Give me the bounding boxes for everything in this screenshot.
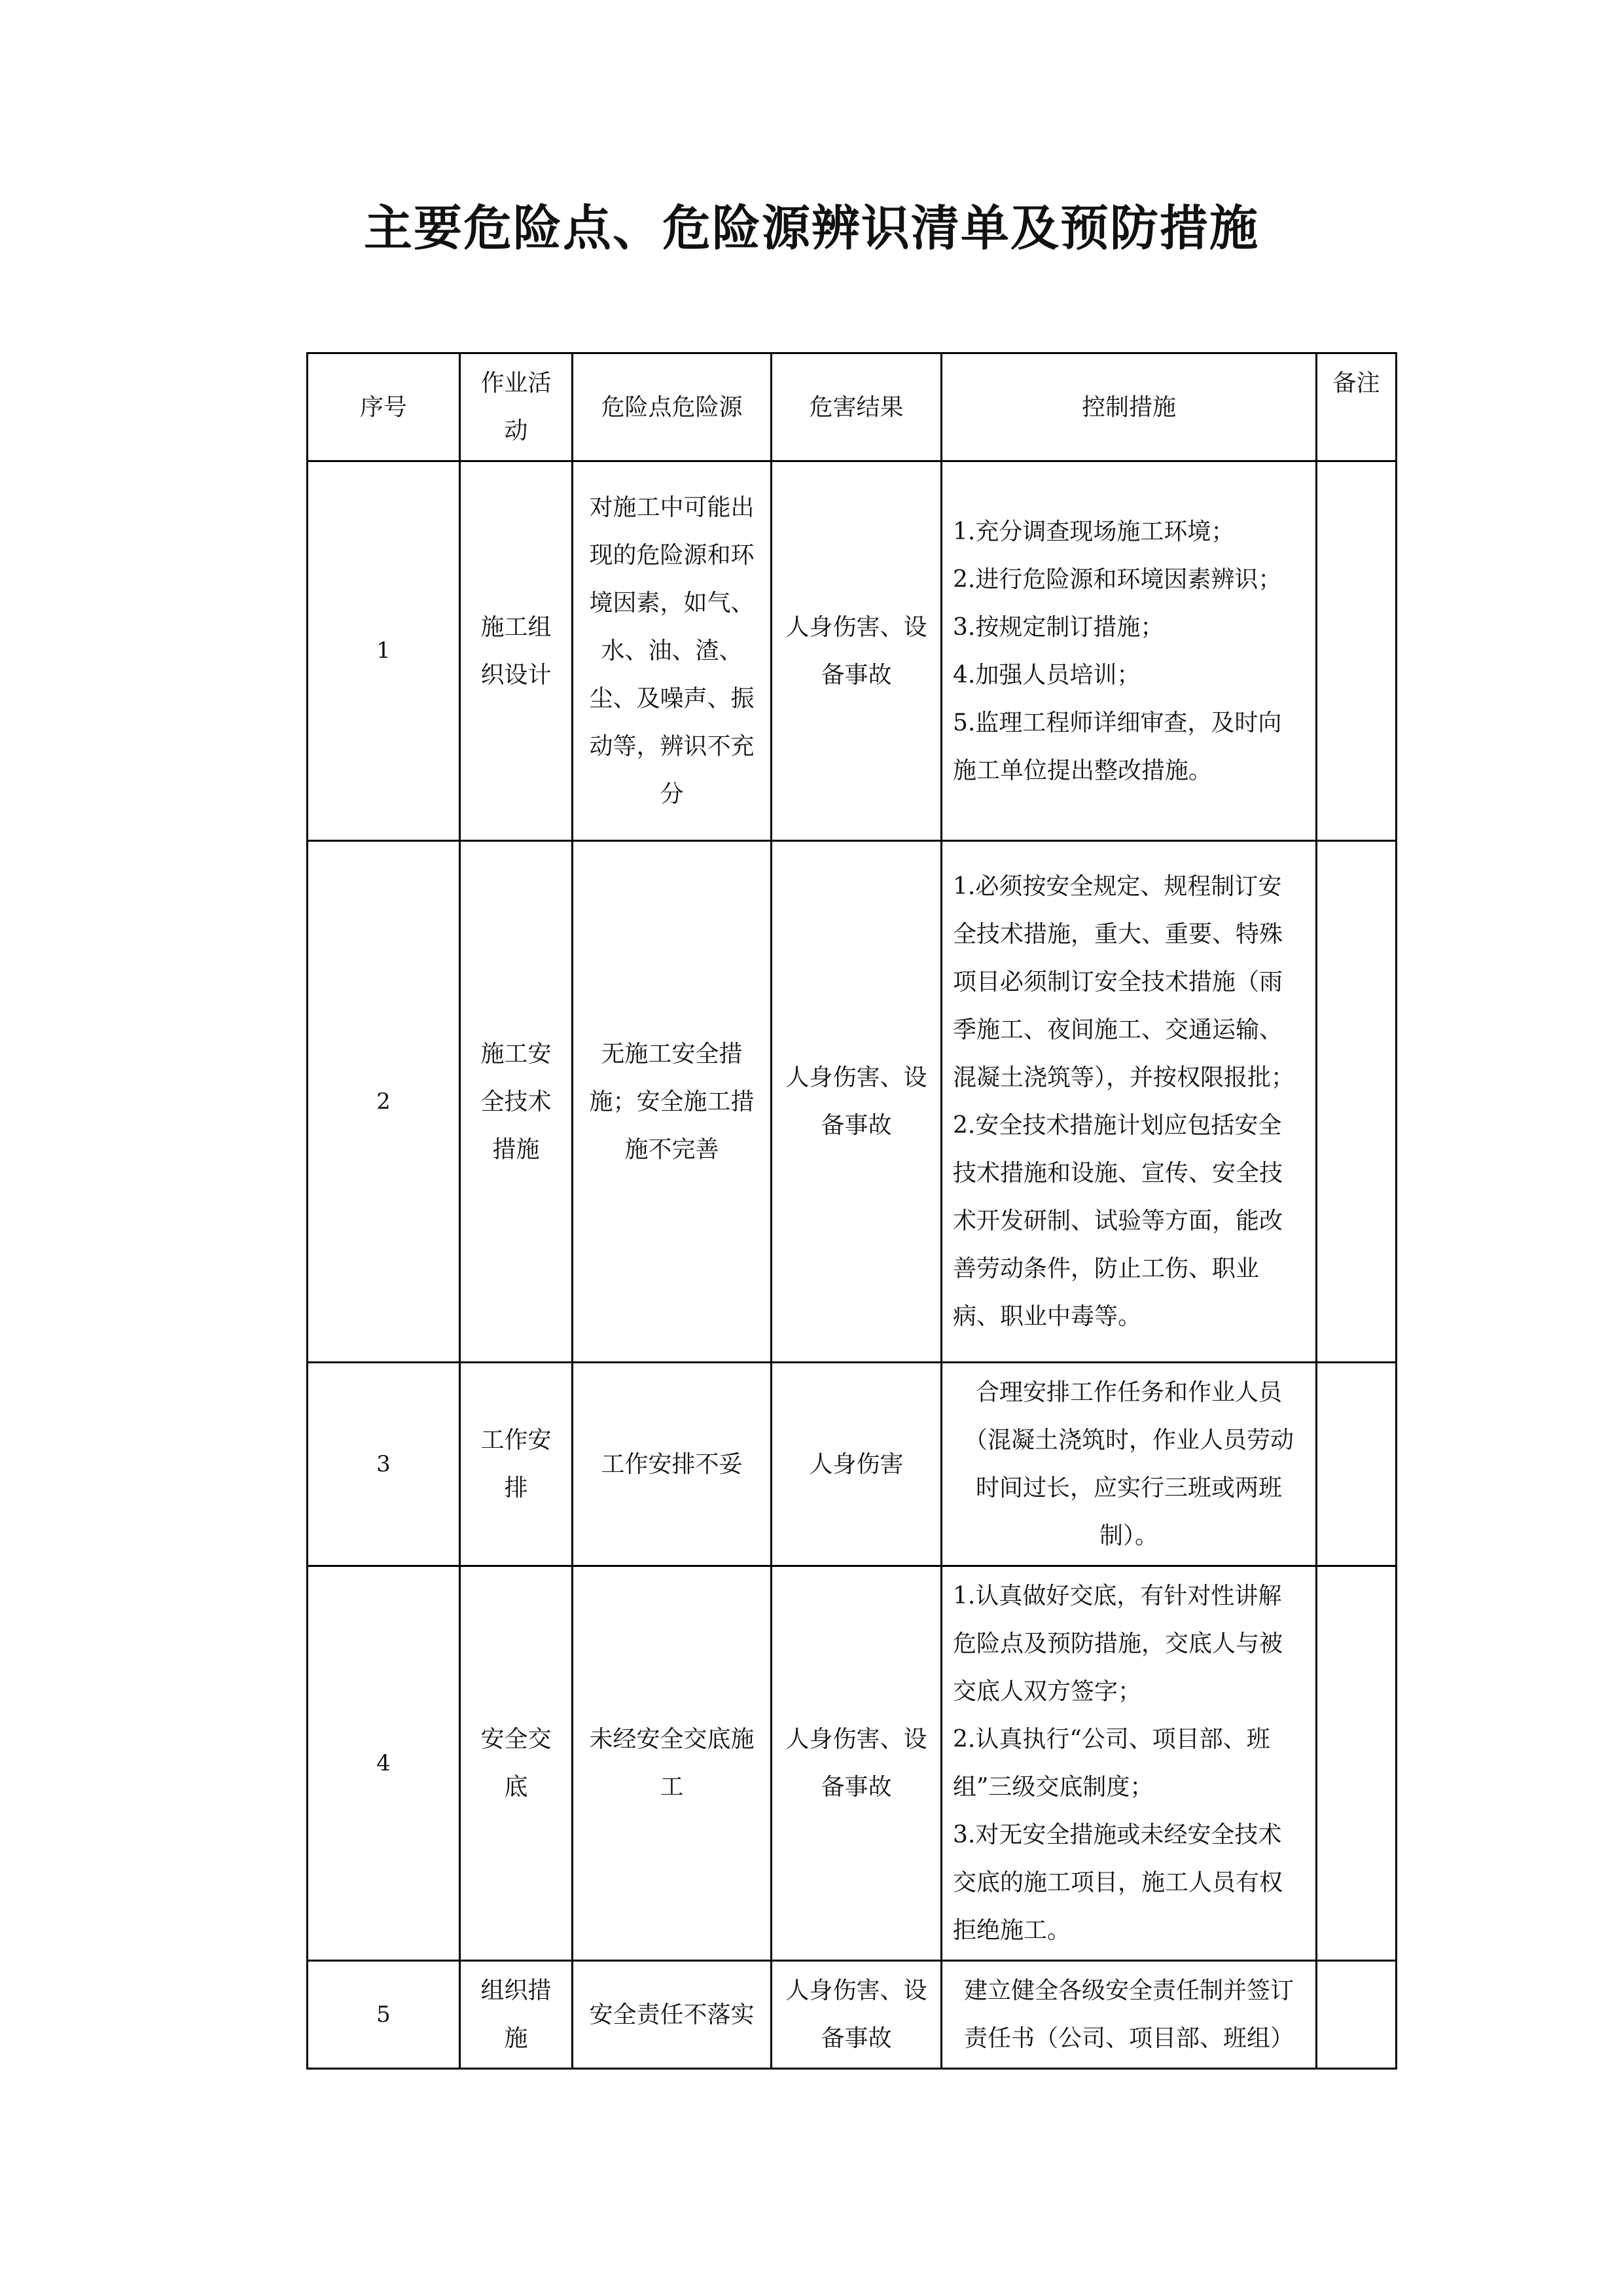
measure-item: 1.认真做好交底，有针对性讲解危险点及预防措施，交底人与被交底人双方签字； [953,1583,1283,1705]
cell-activity: 组织措施 [460,1961,573,2069]
cell-hazard: 工作安排不妥 [573,1363,772,1566]
cell-result: 人身伤害、设备事故 [772,461,942,841]
cell-result: 人身伤害、设备事故 [772,841,942,1363]
measure-item: 5.监理工程师详细审查，及时向施工单位提出整改措施。 [953,709,1282,784]
cell-seq: 1 [308,461,460,841]
table-row [308,1566,1397,1961]
cell-hazard: 未经安全交底施工 [573,1566,772,1961]
cell-hazard: 无施工安全措施；安全施工措施不完善 [573,841,772,1363]
measure-item: 3.对无安全措施或未经安全技术交底的施工项目，施工人员有权拒绝施工。 [953,1821,1283,1944]
table-row [308,461,1397,841]
cell-result: 人身伤害、设备事故 [772,1961,942,2069]
measure-item: 1.充分调查现场施工环境； [953,518,1235,545]
table-header-row [308,353,1397,461]
cell-activity: 工作安排 [460,1363,573,1566]
cell-hazard: 安全责任不落实 [573,1961,772,2069]
measure-item: 2.安全技术措施计划应包括安全技术措施和设施、宣传、安全技术开发研制、试验等方面，能改善劳动条件，防止工伤、职业病、职业中毒等。 [953,1112,1283,1330]
cell-activity: 施工安全技术措施 [460,841,573,1363]
header-hazard: 危险点危险源 [573,353,772,461]
cell-seq: 5 [308,1961,460,2069]
cell-result: 人身伤害、设备事故 [772,1566,942,1961]
cell-measures [942,841,1317,1363]
cell-measures [942,1566,1317,1961]
cell-measures [942,461,1317,841]
cell-seq: 3 [308,1363,460,1566]
header-remark: 备注 [1317,353,1397,461]
cell-result: 人身伤害 [772,1363,942,1566]
header-seq: 序号 [308,353,460,461]
header-measures: 控制措施 [942,353,1317,461]
cell-activity: 施工组织设计 [460,461,573,841]
measure-item: 合理安排工作任务和作业人员（混凝土浇筑时，作业人员劳动时间过长，应实行三班或两班制）。 [963,1379,1294,1549]
cell-hazard: 对施工中可能出现的危险源和环境因素，如气、水、油、渣、尘、及噪声、振动等，辨识不充分 [573,461,772,841]
cell-seq: 2 [308,841,460,1363]
table-row [308,841,1397,1363]
cell-remark [1317,1363,1397,1566]
cell-measures [942,1363,1317,1566]
table-row [308,1961,1397,2069]
cell-activity: 安全交底 [460,1566,573,1961]
measure-item: 3.按规定制订措施； [953,613,1164,641]
cell-remark [1317,1566,1397,1961]
cell-remark [1317,1961,1397,2069]
measure-item: 1.必须按安全规定、规程制订安全技术措施，重大、重要、特殊项目必须制订安全技术措施（雨季施工、夜间施工、交通运输、混凝土浇筑等），并按权限报批； [953,873,1295,1091]
hazard-table [306,352,1397,2070]
header-activity: 作业活动 [460,353,573,461]
cell-remark [1317,461,1397,841]
header-result: 危害结果 [772,353,942,461]
cell-seq: 4 [308,1566,460,1961]
measure-item: 2.认真执行“公司、项目部、班组”三级交底制度； [953,1726,1270,1801]
table-row [308,1363,1397,1566]
page-title: 主要危险点、危险源辨识清单及预防措施 [364,200,1259,257]
measure-item: 建立健全各级安全责任制并签订责任书（公司、项目部、班组） [963,1977,1294,2052]
cell-remark [1317,841,1397,1363]
measure-item: 4.加强人员培训； [953,661,1141,689]
cell-measures [942,1961,1317,2069]
measure-item: 2.进行危险源和环境因素辨识； [953,565,1282,593]
